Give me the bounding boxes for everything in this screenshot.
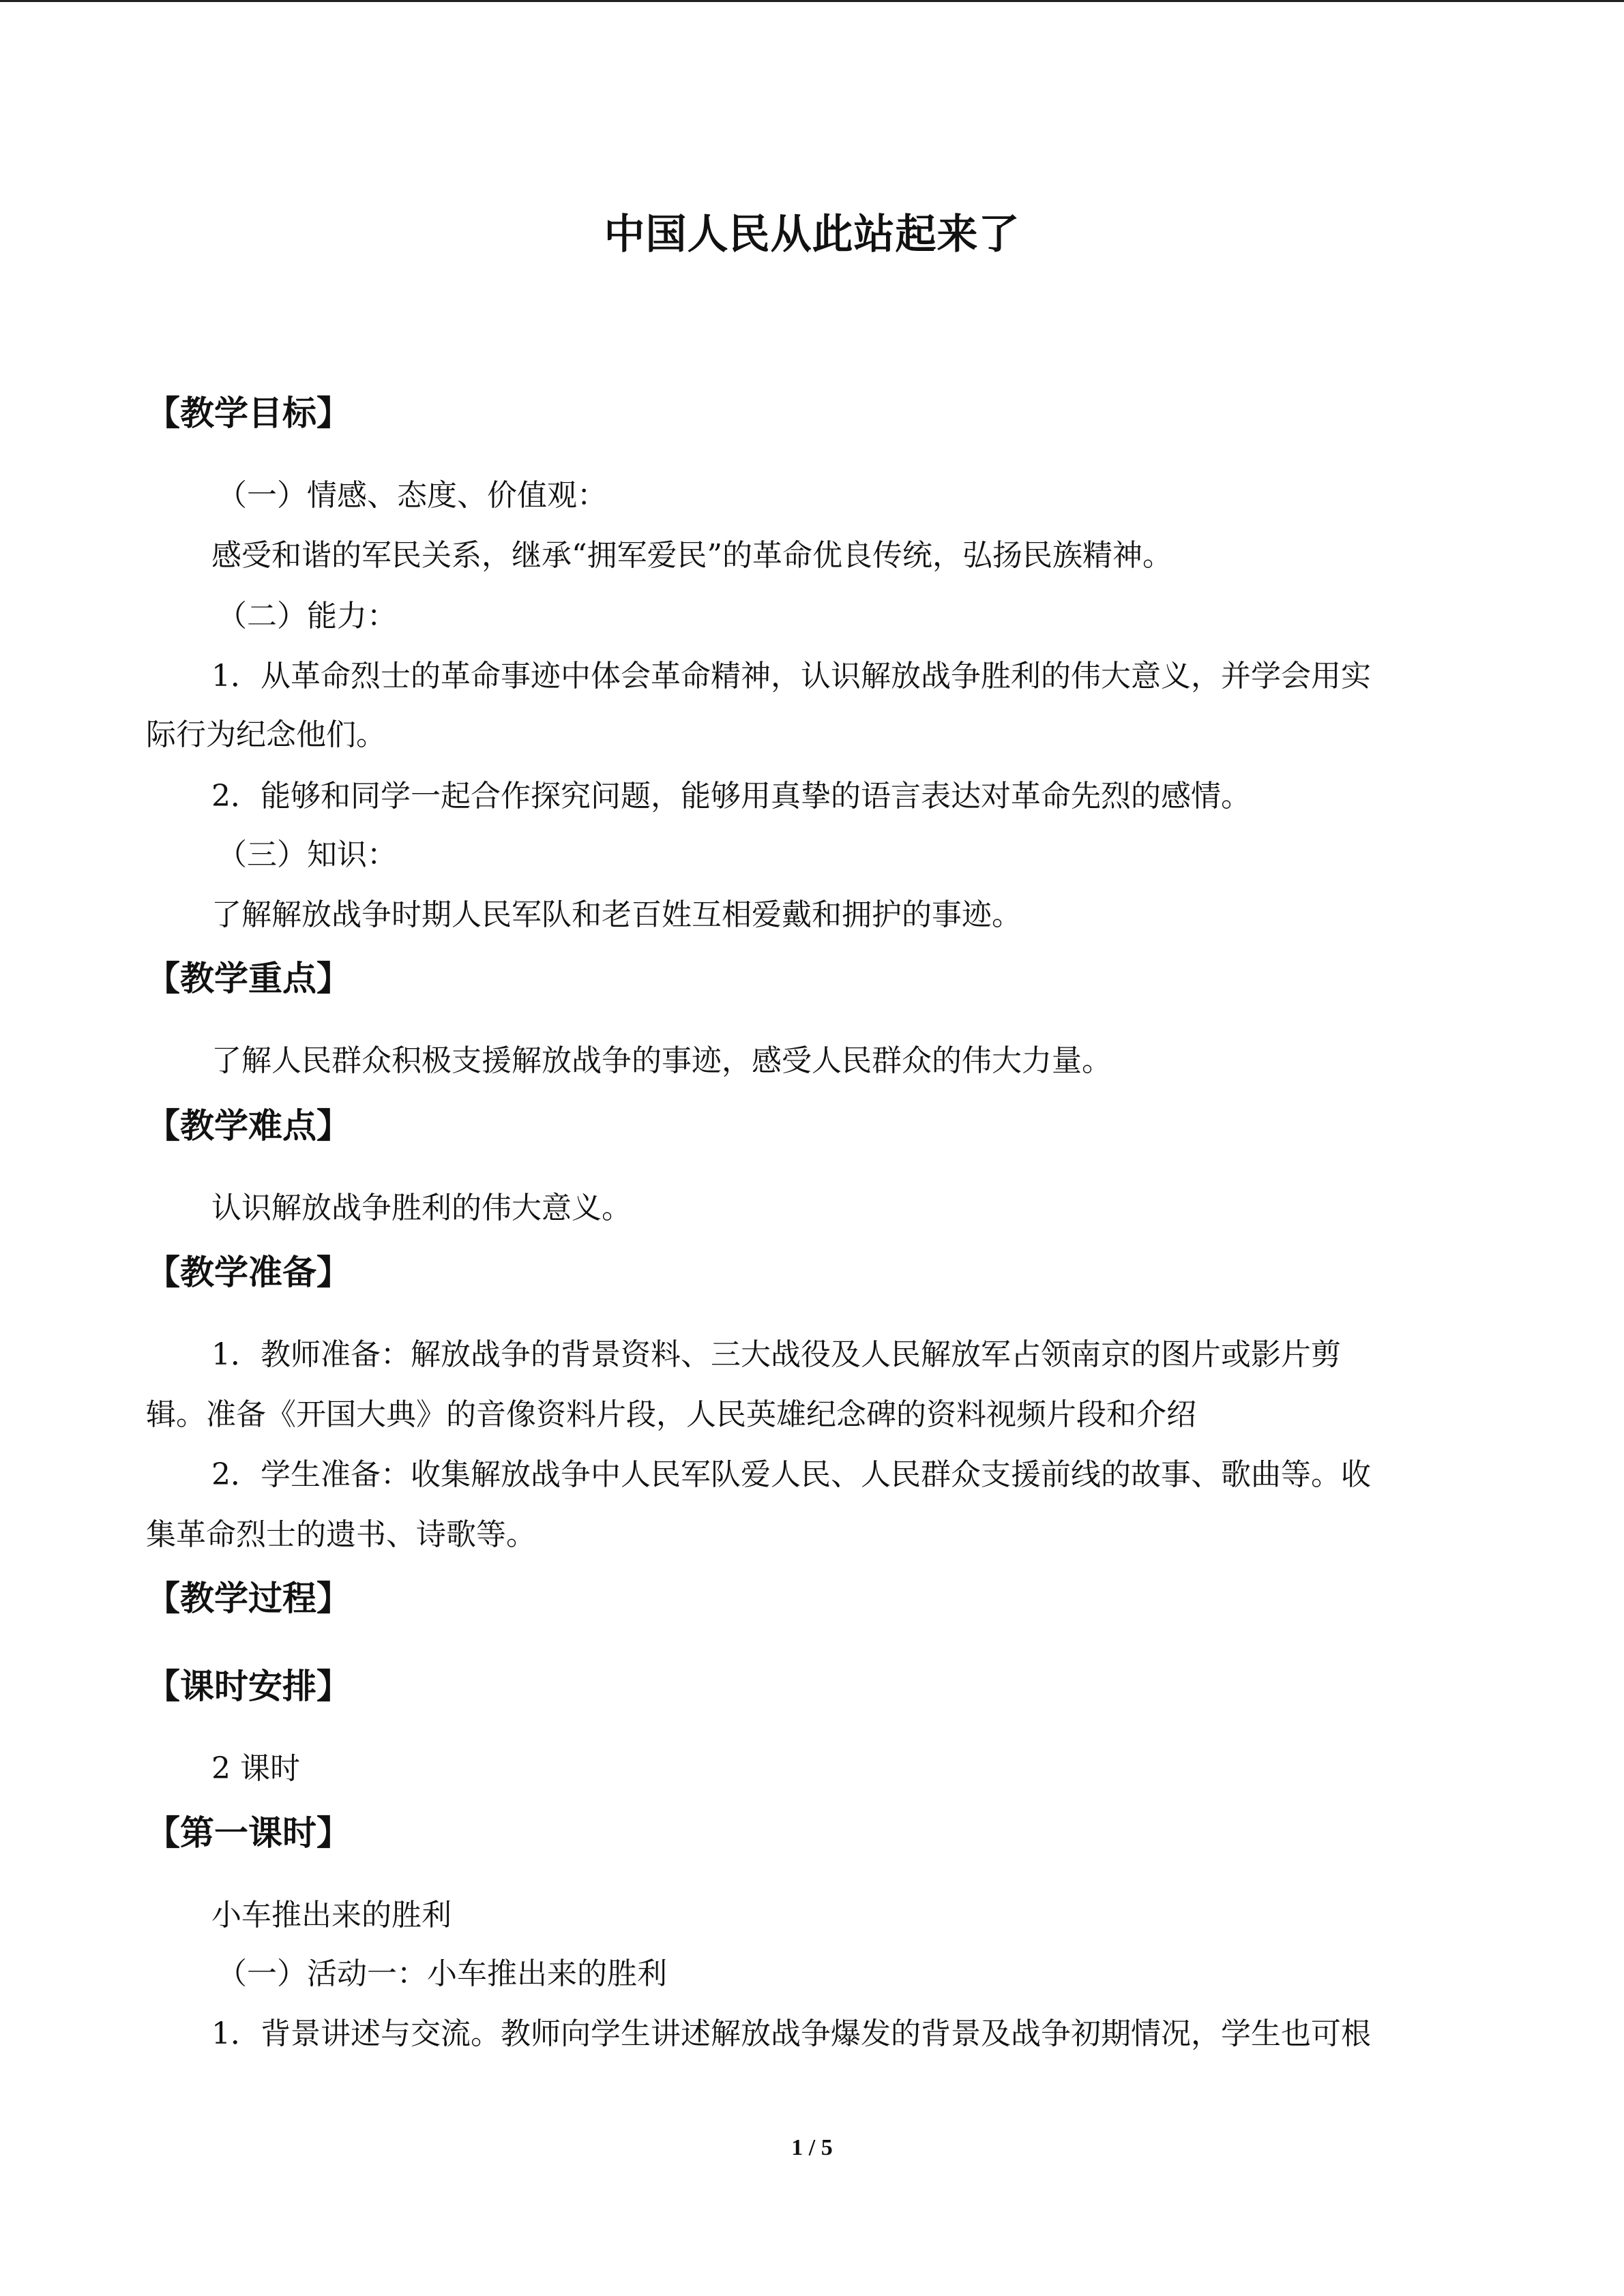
heading-process: 【教学过程】 <box>146 1579 351 1618</box>
preparation-teacher-line2: 辑。准备《开国大典》的音像资料片段，人民英雄纪念碑的资料视频片段和介绍 <box>146 1397 1196 1432</box>
lesson-one-subtitle: 小车推出来的胜利 <box>211 1898 452 1933</box>
schedule-text: 2 课时 <box>211 1751 300 1786</box>
page-number: 1 / 5 <box>791 2135 833 2160</box>
objectives-emotion-label: （一）情感、态度、价值观： <box>217 478 607 513</box>
top-border-line <box>0 0 1624 2</box>
heading-schedule: 【课时安排】 <box>146 1667 351 1706</box>
preparation-student-line2: 集革命烈士的遗书、诗歌等。 <box>146 1517 536 1552</box>
objectives-ability-1-line1: 1．从革命烈士的革命事迹中体会革命精神，认识解放战争胜利的伟大意义，并学会用实 <box>211 659 1371 694</box>
heading-difficulties: 【教学难点】 <box>146 1106 351 1146</box>
page-title: 中国人民从此站起来了 <box>604 211 1020 258</box>
preparation-student-line1: 2．学生准备：收集解放战争中人民军队爱人民、人民群众支援前线的故事、歌曲等。收 <box>211 1457 1371 1492</box>
lesson-one-step-1: 1．背景讲述与交流。教师向学生讲述解放战争爆发的背景及战争初期情况，学生也可根 <box>211 2016 1371 2051</box>
heading-lesson-one: 【第一课时】 <box>146 1813 351 1853</box>
objectives-knowledge-label: （三）知识： <box>217 837 397 872</box>
heading-key-points: 【教学重点】 <box>146 959 351 998</box>
difficulties-text: 认识解放战争胜利的伟大意义。 <box>211 1191 632 1225</box>
preparation-teacher-line1: 1．教师准备：解放战争的背景资料、三大战役及人民解放军占领南京的图片或影片剪 <box>211 1337 1341 1372</box>
lesson-one-activity-label: （一）活动一：小车推出来的胜利 <box>217 1956 667 1991</box>
heading-preparation: 【教学准备】 <box>146 1253 351 1292</box>
objectives-ability-label: （二）能力： <box>217 599 397 633</box>
objectives-knowledge-text: 了解解放战争时期人民军队和老百姓互相爱戴和拥护的事迹。 <box>211 897 1022 932</box>
objectives-ability-2: 2．能够和同学一起合作探究问题，能够用真挚的语言表达对革命先烈的感情。 <box>211 779 1251 814</box>
objectives-emotion-text: 感受和谐的军民关系，继承“拥军爱民”的革命优良传统，弘扬民族精神。 <box>211 538 1172 573</box>
heading-objectives: 【教学目标】 <box>146 393 351 433</box>
objectives-ability-1-line2: 际行为纪念他们。 <box>146 717 386 752</box>
key-points-text: 了解人民群众积极支援解放战争的事迹，感受人民群众的伟大力量。 <box>211 1043 1112 1078</box>
